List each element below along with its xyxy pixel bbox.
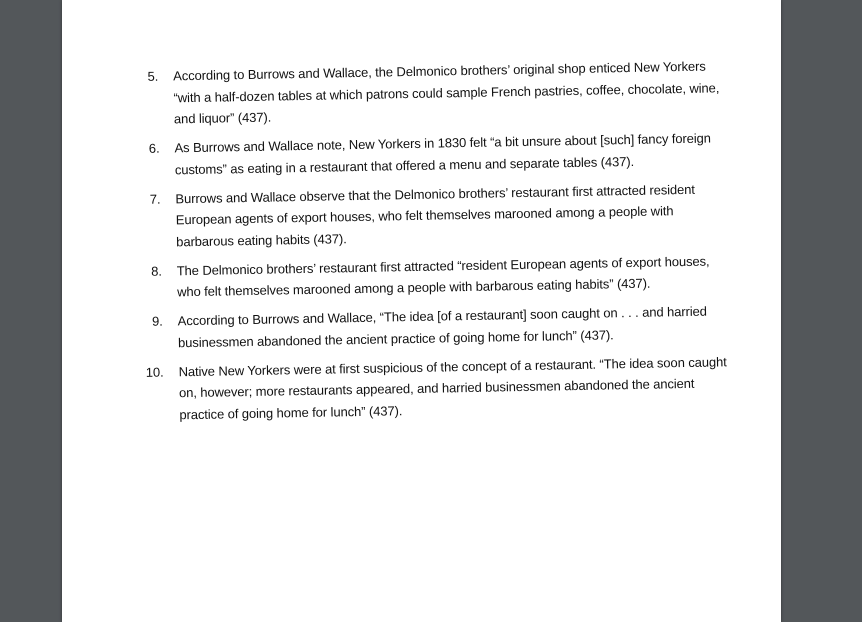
item-number: 5. — [147, 68, 159, 84]
item-text: The Delmonico brothers’ restaurant first attracted “resident European agents of export houses, who felt themselves marooned among a people with barbarous eating habits” (437). — [176, 253, 710, 300]
list-item — [138, 55, 729, 130]
item-text: According to Burrows and Wallace, the Delmonico brothers’ original shop enticed New Yorkers “with a half-dozen tables at which patrons could sample French pastries, coffee, chocolate, wine, and liquor” (437). — [173, 58, 720, 127]
list-item — [139, 127, 730, 181]
list-item — [142, 250, 733, 304]
item-number: 9. — [151, 313, 163, 330]
item-text: As Burrows and Wallace note, New Yorkers in 1830 felt “a bit unsure about [such] fancy foreign customs” as eating in a restaurant that offered a menu and separate tables (437). — [174, 130, 711, 177]
list-item — [143, 351, 734, 426]
document-page — [62, 0, 781, 622]
item-number: 8. — [150, 263, 162, 279]
list-item — [142, 301, 733, 355]
item-text: According to Burrows and Wallace, “The idea [of a restaurant] soon caught on . . . and harried businessmen abandoned the ancient practice of going home for lunch” (437). — [177, 303, 707, 351]
item-number: 7. — [149, 191, 161, 207]
numbered-list — [138, 55, 735, 434]
item-number: 6. — [148, 140, 160, 156]
item-text: Native New Yorkers were at first suspicious of the concept of a restaurant. “The idea soon caught on, however; more restaurants appeared, and harried businessmen abandoned the ancient practice of going home for lunch” (437). — [178, 354, 727, 423]
item-text: Burrows and Wallace observe that the Delmonico brothers’ restaurant first attracted resident European agents of export houses, who felt themselves marooned among a people with barbarous eating habits (437). — [175, 181, 695, 250]
item-number: 10. — [145, 364, 164, 380]
list-item — [140, 178, 731, 253]
